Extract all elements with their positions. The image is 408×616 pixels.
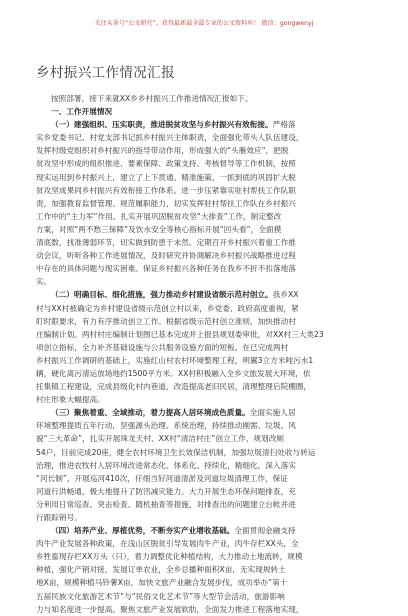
body-line: 貌“三大革命”，扎实开展珠龙天村、XX村“清洁村庄”创立工作，规划改厕 — [36, 434, 285, 444]
body-line: 按照部署，接下来就XX乡乡村振兴工作推进情况汇报如下。 — [51, 94, 253, 103]
body-line: 中存在的具体问题与现实困难。保证乡村振兴各种任务在我乡不折不扣落地落 — [36, 264, 296, 274]
body-line: 发挥村级党组织对乡村振兴的指导带动作用，形成强大的“头雁效应”，把脱 — [36, 146, 289, 156]
section-heading: （一）建强组织、压实职责，推进脱贫攻坚与乡村振兴有效衔接。 — [51, 120, 273, 130]
body-line: 方案，对照“两不愁三保障”及饮水安全等核心指标开展“回头看”，全面摸 — [36, 224, 282, 234]
body-line: 托集镇工程建设，完成县级化村内巷道，改造提高老旧民居，清理整理后院棚圈， — [36, 382, 312, 392]
header-banner: 关注头条号“公文研究”，获得最新最全最专业的公文资料库！ 微信：gongwenyj — [94, 20, 314, 27]
body-line: “河长制”，开展巡河410次，仔细当好河道清淤及河道垃圾清理工作，保证 — [36, 473, 288, 483]
body-line: 地X亩，规模种植马铃薯X亩，加快文旅产业融合发展步伐，成功举办“第十 — [36, 578, 288, 588]
body-line: 清底数，找准薄弱环节，切实做到防患于未然。定期召开乡村振兴着重工作推 — [36, 238, 296, 248]
document-title: 乡村振兴工作情况汇报 — [36, 65, 175, 81]
body-line: 治理，推进农牧村人居环境改进常态化、体系化、持续化，精细化，深入落实 — [36, 460, 296, 470]
body-line: 力与知名度进一步提高。聚焦文旅产业发展软肋，全面发力推进工程落地实现， — [36, 604, 304, 614]
body-line: 现实运用到乡村振兴上，建立了上下贯通、精准施策、一抓到底的巩固扩大脱 — [36, 172, 296, 182]
body-line: 动会议，听听各种工作进展情况，及时研究并协调解决乡村振兴战略推进过程 — [36, 251, 296, 261]
body-line: 责，加强教育监督管理、规范履职能力，切实发挥驻村帮扶工作队在乡村振兴 — [36, 198, 296, 208]
body-line: 行跟踪销号。 — [36, 513, 82, 522]
body-line: （一）建强组织、压实职责，推进脱贫攻坚与乡村振兴有效衔接。严格落 — [51, 120, 296, 130]
body-line: 工作中的“主力军”作用。扎实开展巩固脱贫攻坚“大排查”工作，制定整改 — [36, 211, 282, 221]
body-line: 实。 — [36, 277, 52, 287]
body-line: （四）培养产业、厚植优势，不断夯实产业增收基础。全面贯彻金融支持 — [51, 526, 296, 536]
body-line: 环境整理提质五年行动，坚强源头治理、系统治理，持续推动刚需、垃圾、风 — [36, 421, 296, 431]
section-heading: （二）明确目标、细化措施，强力推动乡村建设省级示范村创立。 — [51, 290, 273, 300]
body-line: 贫攻坚成果同乡村振兴有效衔接工作体系。进一步压紧靠实驻村帮扶工作队职 — [36, 185, 296, 195]
body-line: 村庄形象大幅提高。 — [36, 395, 105, 405]
body-line: 贫攻坚中形成的组织推进、要素保障、政策支持、考核督导等工作机制，按照 — [36, 159, 296, 169]
body-line: （二）明确目标、细化措施，强力推动乡村建设省级示范村创立。我乡XX — [51, 290, 299, 300]
body-line: 肉牛产业发展各种政策，在浅山区脱贫引导发展肉牛产业，肉牛存栏XX头，全 — [36, 539, 299, 549]
body-line: 项创立指标，全力补齐基础设施与公共服务设施方面的短板。在已完成两村 — [36, 342, 289, 352]
body-line: 庄编制计划。两村村庄编制计划图已基本完成并上报县规划委审批，对XX村三大类23 — [36, 329, 324, 339]
body-line: 河道行洪畅通，极大地提升了防汛减灾能力。大力开展生态环保问题排查，充 — [36, 486, 296, 496]
body-line: 辆，硬化离污清运放场地约1500平方米。XX村积极融入全乡文旅发展大环境，依 — [36, 368, 311, 378]
body-line: （三）聚焦着重、全域推动，着力提高人居环境成色质量。全面实施人居 — [51, 408, 296, 418]
body-line: 乡牲畜现存栏XX万头（只），着力调整优化种植结构，大力推动土地流转，规模 — [36, 552, 303, 562]
section-heading: （三）聚焦着重、全域推动，着力提高人居环境成色质量。 — [51, 408, 250, 418]
body-line: 村与XX村被确定为乡村建设省级示范创立村以来，乡党委、政府高度重视，紧 — [36, 303, 299, 313]
section-heading: （四）培养产业、厚植优势，不断夯实产业增收基础。 — [51, 526, 235, 536]
body-line: 种植，强化产销对接，发展订单农业，全乡总播种面积X亩，无实现规转土 — [36, 565, 286, 575]
document-body — [36, 92, 376, 616]
body-line: 乡村振兴工作调研的基础上，实施红山村农村环境整理工程，明翼3立方米吨污水1 — [36, 355, 314, 365]
body-line: 一、工作开展情况 — [51, 107, 113, 117]
body-line: 盯时限要求，有力有序推动创立工作。根据省级示范村创立准则，加快推动村 — [36, 316, 296, 326]
body-line: 分利用日常巡查、突击检查、随机抽查等措施，对排查出的问题建立台帐并进 — [36, 499, 296, 509]
body-line: 实乡党委书记、村党支部书记抓乡村振兴主体职责，全面强化带头人队伍建设， — [36, 133, 304, 143]
body-line: 五届民族文化旅游艺术节”与“民俗文化艺术节”等大型节会活动，旅游影响 — [36, 591, 285, 601]
body-line: 54户，目前完成20座，健全农村环境卫生长效保洁机制，加强垃圾清扫处收与转运 — [36, 447, 316, 457]
